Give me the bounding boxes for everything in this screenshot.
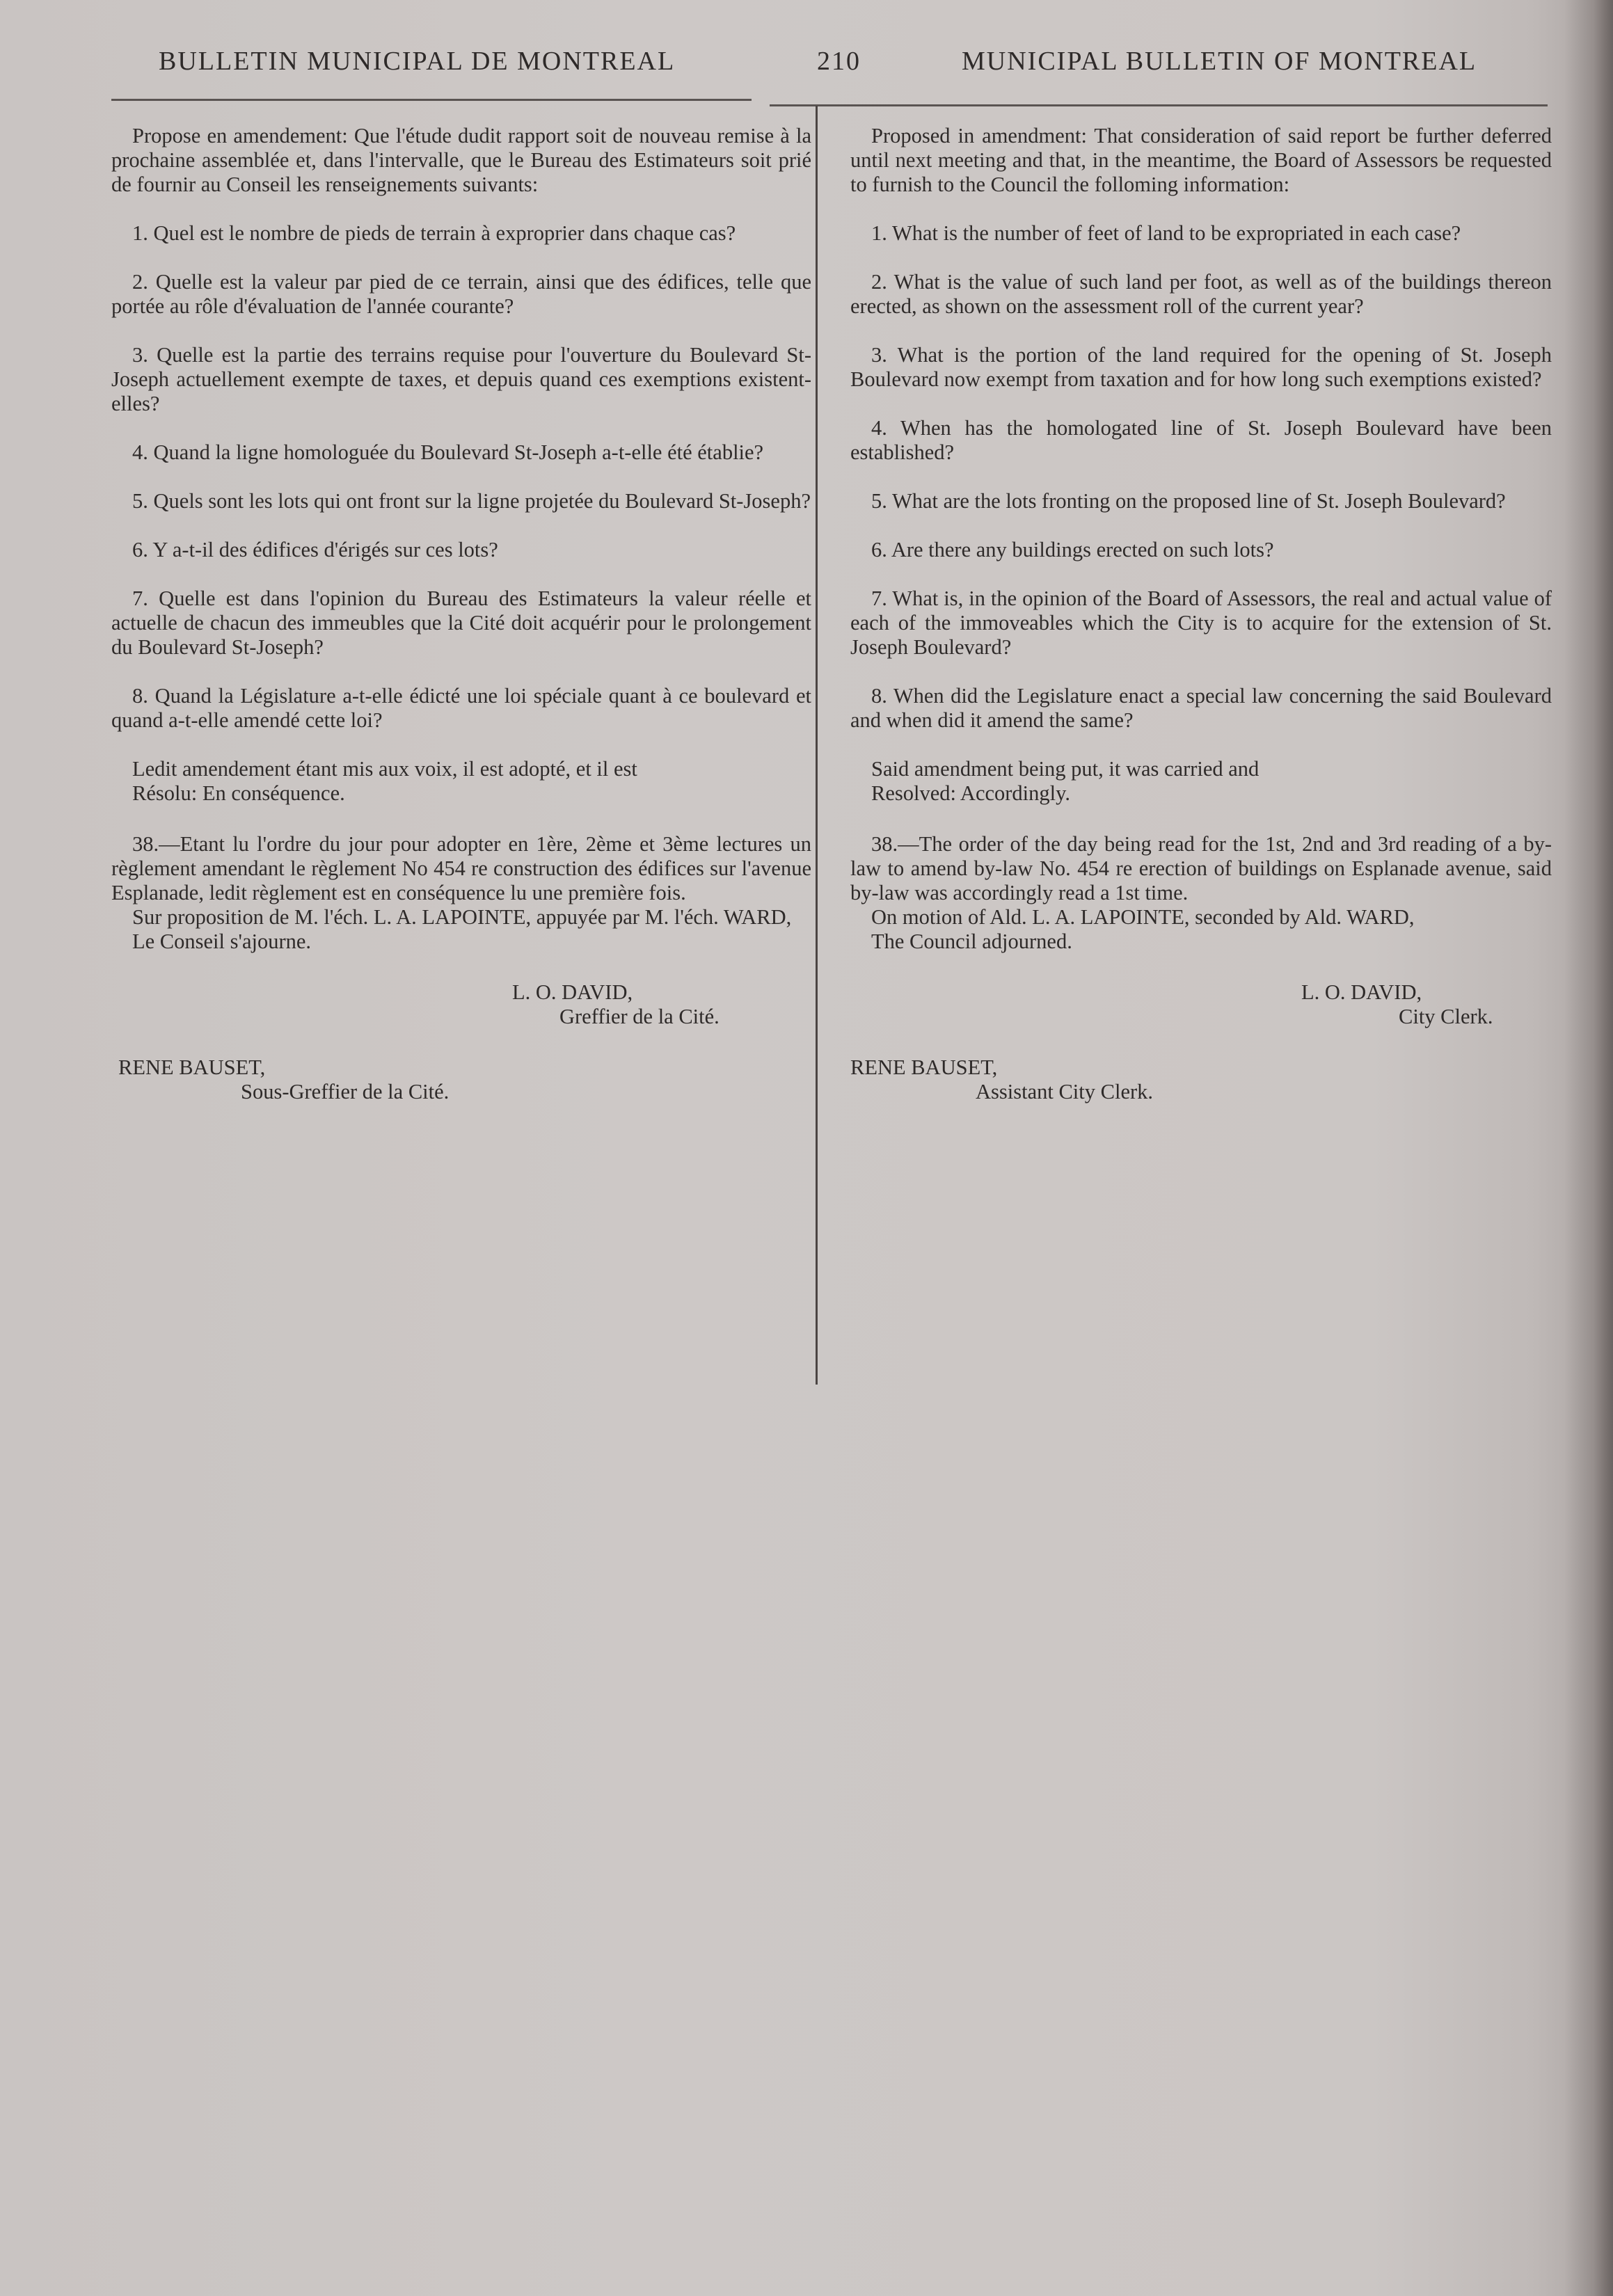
french-question-8: 8. Quand la Législature a-t-elle édicté une loi spéciale quant à ce boulevard et quand a-t-elle amendé cette loi? <box>111 684 811 732</box>
english-vote: Said amendment being put, it was carried and <box>871 757 1260 781</box>
page-number: 210 <box>817 47 861 76</box>
french-column <box>111 124 811 1129</box>
french-clerk-name: L. O. DAVID, <box>512 980 633 1004</box>
french-item-38: 38.—Etant lu l'ordre du jour pour adopter en 1ère, 2ème et 3ème lectures un règlement amendant le règlement No 454 re construction des édifices sur l'avenue Esplanade, ledit règlement est en conséquence lu une première fois. <box>111 832 811 904</box>
french-resolved: Résolu: En conséquence. <box>132 781 345 805</box>
french-assistant-name: RENE BAUSET, <box>118 1055 266 1079</box>
english-question-8: 8. When did the Legislature enact a special law concerning the said Boulevard and when did it amend the same? <box>850 684 1552 732</box>
english-motion: On motion of Ald. L. A. LAPOINTE, seconded by Ald. WARD, <box>871 905 1415 929</box>
french-question-2: 2. Quelle est la valeur par pied de ce terrain, ainsi que des édifices, telle que portée au rôle d'évaluation de l'année courante? <box>111 270 811 318</box>
english-question-7: 7. What is, in the opinion of the Board of Assessors, the real and actual value of each of the immoveables which the City is to acquire for the extension of St. Joseph Boulevard? <box>850 587 1552 659</box>
english-adjourn: The Council adjourned. <box>871 930 1072 953</box>
english-clerk-title: City Clerk. <box>1399 1005 1493 1028</box>
header-english-title: MUNICIPAL BULLETIN OF MONTREAL <box>962 47 1477 76</box>
english-assistant-name: RENE BAUSET, <box>850 1055 998 1079</box>
english-assistant-title: Assistant City Clerk. <box>976 1080 1154 1103</box>
page-edge-shadow <box>1564 0 1613 2296</box>
french-motion: Sur proposition de M. l'éch. L. A. LAPOINTE, appuyée par M. l'éch. WARD, <box>132 905 792 929</box>
header-rule-left <box>111 99 752 101</box>
french-assistant-title: Sous-Greffier de la Cité. <box>241 1080 450 1103</box>
english-item-38: 38.—The order of the day being read for the 1st, 2nd and 3rd reading of a by-law to amend by-law No. 454 re erection of buildings on Esplanade avenue, said by-law was accordingly read a 1st time. <box>850 832 1552 904</box>
english-question-3: 3. What is the portion of the land required for the opening of St. Joseph Boulevard now exempt from taxation and for how long such exemptions existed? <box>850 343 1552 391</box>
french-question-6: 6. Y a-t-il des édifices d'érigés sur ces lots? <box>132 538 498 561</box>
header-rule-right <box>770 104 1548 106</box>
english-question-6: 6. Are there any buildings erected on such lots? <box>871 538 1274 561</box>
english-question-2: 2. What is the value of such land per foot, as well as of the buildings thereon erected, as shown on the assessment roll of the current year? <box>850 270 1552 318</box>
english-clerk-signature <box>850 980 1552 1029</box>
french-question-7: 7. Quelle est dans l'opinion du Bureau des Estimateurs la valeur réelle et actuelle de chacun des immeubles que la Cité doit acquérir pour le prolongement du Boulevard St-Joseph? <box>111 587 811 659</box>
column-divider <box>816 106 818 1385</box>
english-assistant-signature <box>850 1055 1552 1104</box>
french-clerk-signature <box>111 980 811 1029</box>
english-question-5: 5. What are the lots fronting on the proposed line of St. Joseph Boulevard? <box>871 489 1506 513</box>
french-question-5: 5. Quels sont les lots qui ont front sur la ligne projetée du Boulevard St-Joseph? <box>132 489 811 513</box>
french-vote: Ledit amendement étant mis aux voix, il est adopté, et il est <box>132 757 637 781</box>
english-column <box>850 124 1552 1129</box>
english-clerk-name: L. O. DAVID, <box>1301 980 1422 1004</box>
french-question-3: 3. Quelle est la partie des terrains requise pour l'ouverture du Boulevard St-Joseph actuellement exempte de taxes, et depuis quand ces exemptions existent-elles? <box>111 343 811 415</box>
header-french-title: BULLETIN MUNICIPAL DE MONTREAL <box>159 47 676 76</box>
english-question-1: 1. What is the number of feet of land to be expropriated in each case? <box>871 221 1461 245</box>
french-question-1: 1. Quel est le nombre de pieds de terrain à exproprier dans chaque cas? <box>132 221 736 245</box>
french-adjourn: Le Conseil s'ajourne. <box>132 930 312 953</box>
french-clerk-title: Greffier de la Cité. <box>559 1005 720 1028</box>
english-resolved: Resolved: Accordingly. <box>871 781 1071 805</box>
french-question-4: 4. Quand la ligne homologuée du Boulevard St-Joseph a-t-elle été établie? <box>132 440 764 464</box>
french-amendment-intro: Propose en amendement: Que l'étude dudit rapport soit de nouveau remise à la prochaine assemblée et, dans l'intervalle, que le Bureau des Estimateurs soit prié de fournir au Conseil les renseignements suivants: <box>111 124 811 196</box>
english-question-4: 4. When has the homologated line of St. Joseph Boulevard have been established? <box>850 416 1552 464</box>
french-assistant-signature <box>111 1055 811 1104</box>
english-amendment-intro: Proposed in amendment: That consideration of said report be further deferred until next meeting and that, in the meantime, the Board of Assessors be requested to furnish to the Council the folloming information: <box>850 124 1552 196</box>
